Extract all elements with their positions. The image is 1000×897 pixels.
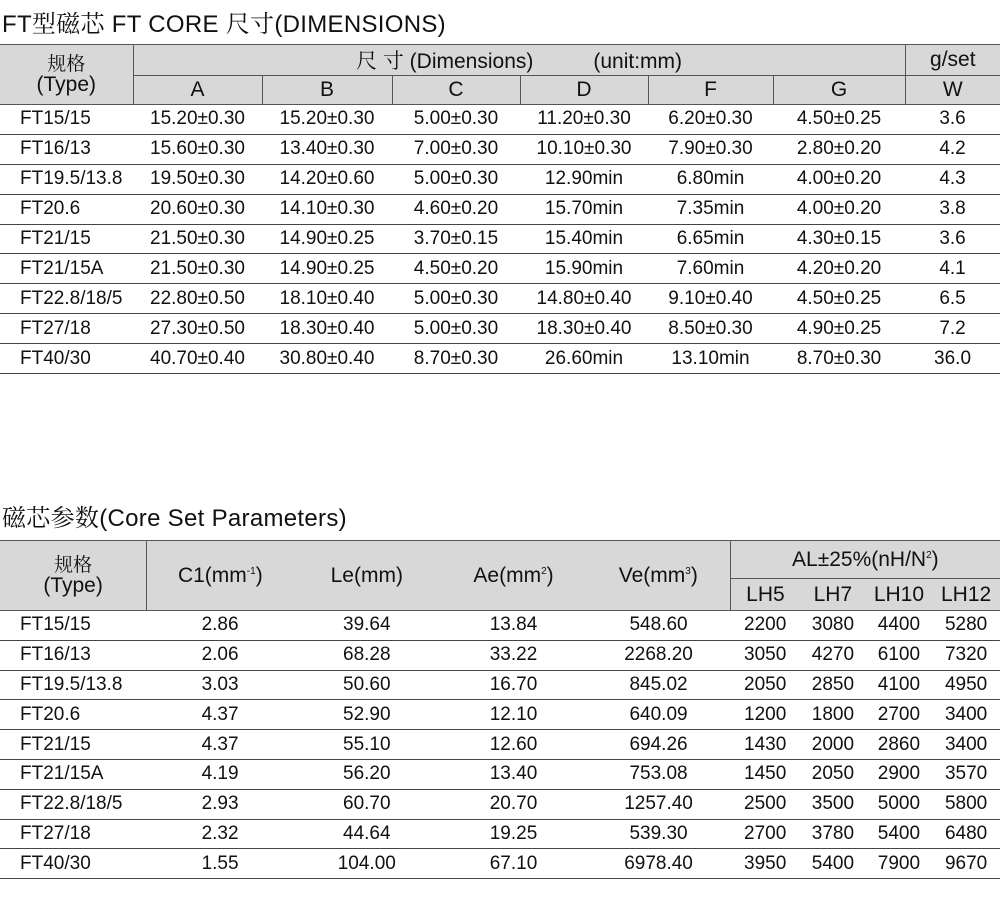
cell-ae: 33.22: [440, 640, 587, 670]
cell-a: 15.60±0.30: [133, 134, 262, 164]
cell-d: 11.20±0.30: [520, 105, 648, 135]
cell-d: 15.40min: [520, 224, 648, 254]
cell-f: 8.50±0.30: [648, 314, 773, 344]
cell-a: 19.50±0.30: [133, 164, 262, 194]
cell-type: FT21/15: [0, 730, 147, 760]
parameters-row: [0, 670, 1000, 700]
cell-lh10: 4100: [866, 670, 933, 700]
cell-type: FT22.8/18/5: [0, 284, 133, 314]
cell-lh12: 9670: [932, 849, 1000, 879]
cell-g: 4.30±0.15: [773, 224, 905, 254]
cell-lh12: 5800: [932, 789, 1000, 819]
cell-c: 4.50±0.20: [392, 254, 520, 284]
cell-lh7: 2850: [800, 670, 865, 700]
cell-b: 14.90±0.25: [262, 254, 392, 284]
cell-lh7: 3080: [800, 611, 865, 641]
cell-lh10: 4400: [866, 611, 933, 641]
dimensions-row: [0, 194, 1000, 224]
cell-f: 9.10±0.40: [648, 284, 773, 314]
dimensions-row: [0, 134, 1000, 164]
cell-w: 4.3: [905, 164, 1000, 194]
lh7-header: LH7: [800, 579, 865, 611]
cell-ve: 753.08: [587, 759, 730, 789]
cell-a: 22.80±0.50: [133, 284, 262, 314]
cell-c1: 3.03: [147, 670, 294, 700]
c1-header: $C1(mm^{-1})$: [147, 541, 294, 611]
cell-lh5: 2050: [730, 670, 800, 700]
type-header: 规格 (Type): [0, 541, 147, 611]
cell-le: 39.64: [293, 611, 440, 641]
cell-c1: 2.06: [147, 640, 294, 670]
cell-ve: 640.09: [587, 700, 730, 730]
cell-lh10: 5400: [866, 819, 933, 849]
cell-c1: 4.37: [147, 700, 294, 730]
cell-lh12: 3570: [932, 759, 1000, 789]
cell-ve: 2268.20: [587, 640, 730, 670]
cell-le: 52.90: [293, 700, 440, 730]
ae-header: $Ae(mm^2)$: [440, 541, 587, 611]
cell-ve: 539.30: [587, 819, 730, 849]
cell-ae: 12.10: [440, 700, 587, 730]
cell-ae: 13.84: [440, 611, 587, 641]
cell-type: FT15/15: [0, 611, 147, 641]
parameters-row: [0, 789, 1000, 819]
cell-a: 15.20±0.30: [133, 105, 262, 135]
col-c-header: C: [392, 76, 520, 105]
cell-lh12: 6480: [932, 819, 1000, 849]
cell-lh7: 3500: [800, 789, 865, 819]
col-w-header: W: [905, 76, 1000, 105]
cell-w: 3.8: [905, 194, 1000, 224]
cell-f: 6.65min: [648, 224, 773, 254]
cell-type: FT21/15A: [0, 254, 133, 284]
col-d-header: D: [520, 76, 648, 105]
dimensions-row: [0, 224, 1000, 254]
cell-w: 4.2: [905, 134, 1000, 164]
cell-c: 5.00±0.30: [392, 105, 520, 135]
cell-b: 14.90±0.25: [262, 224, 392, 254]
parameters-row: [0, 640, 1000, 670]
dimensions-row: [0, 344, 1000, 374]
cell-lh7: 2000: [800, 730, 865, 760]
cell-c1: 1.55: [147, 849, 294, 879]
cell-lh10: 6100: [866, 640, 933, 670]
lh10-header: LH10: [866, 579, 933, 611]
ve-header: $Ve(mm^3)$: [587, 541, 730, 611]
cell-b: 18.10±0.40: [262, 284, 392, 314]
cell-w: 3.6: [905, 224, 1000, 254]
cell-ae: 16.70: [440, 670, 587, 700]
parameters-row: [0, 700, 1000, 730]
cell-w: 7.2: [905, 314, 1000, 344]
cell-g: 2.80±0.20: [773, 134, 905, 164]
dimensions-row: [0, 105, 1000, 135]
cell-le: 55.10: [293, 730, 440, 760]
cell-type: FT16/13: [0, 134, 133, 164]
cell-type: FT20.6: [0, 700, 147, 730]
parameters-row: [0, 819, 1000, 849]
cell-lh7: 5400: [800, 849, 865, 879]
cell-le: 56.20: [293, 759, 440, 789]
cell-ae: 13.40: [440, 759, 587, 789]
cell-w: 3.6: [905, 105, 1000, 135]
cell-lh5: 2500: [730, 789, 800, 819]
cell-ae: 20.70: [440, 789, 587, 819]
cell-ve: 6978.40: [587, 849, 730, 879]
cell-f: 13.10min: [648, 344, 773, 374]
parameters-header: [0, 541, 1000, 611]
cell-type: FT27/18: [0, 819, 147, 849]
cell-g: 4.00±0.20: [773, 194, 905, 224]
cell-g: 4.00±0.20: [773, 164, 905, 194]
cell-f: 7.35min: [648, 194, 773, 224]
cell-lh12: 5280: [932, 611, 1000, 641]
cell-f: 7.90±0.30: [648, 134, 773, 164]
dimensions-header: [0, 45, 1000, 105]
dimensions-group-header: 尺 寸 (Dimensions) (unit:mm): [133, 45, 905, 76]
cell-ve: 845.02: [587, 670, 730, 700]
cell-lh12: 3400: [932, 730, 1000, 760]
cell-f: 6.20±0.30: [648, 105, 773, 135]
cell-a: 27.30±0.50: [133, 314, 262, 344]
cell-lh7: 4270: [800, 640, 865, 670]
cell-c: 7.00±0.30: [392, 134, 520, 164]
lh5-header: LH5: [730, 579, 800, 611]
cell-le: 50.60: [293, 670, 440, 700]
dimensions-row: [0, 284, 1000, 314]
cell-lh12: 7320: [932, 640, 1000, 670]
cell-d: 18.30±0.40: [520, 314, 648, 344]
cell-type: FT40/30: [0, 849, 147, 879]
cell-lh5: 3050: [730, 640, 800, 670]
cell-d: 26.60min: [520, 344, 648, 374]
cell-d: 12.90min: [520, 164, 648, 194]
cell-b: 14.20±0.60: [262, 164, 392, 194]
cell-lh10: 2860: [866, 730, 933, 760]
cell-g: 4.50±0.25: [773, 105, 905, 135]
dimensions-row: [0, 314, 1000, 344]
cell-ae: 12.60: [440, 730, 587, 760]
cell-c: 5.00±0.30: [392, 284, 520, 314]
cell-type: FT20.6: [0, 194, 133, 224]
cell-c: 5.00±0.30: [392, 314, 520, 344]
cell-ve: 548.60: [587, 611, 730, 641]
cell-c1: 4.37: [147, 730, 294, 760]
col-b-header: B: [262, 76, 392, 105]
parameters-row: [0, 611, 1000, 641]
cell-b: 13.40±0.30: [262, 134, 392, 164]
cell-c1: 2.93: [147, 789, 294, 819]
cell-lh5: 3950: [730, 849, 800, 879]
cell-lh5: 1430: [730, 730, 800, 760]
cell-w: 6.5: [905, 284, 1000, 314]
cell-f: 7.60min: [648, 254, 773, 284]
cell-lh10: 5000: [866, 789, 933, 819]
cell-g: 4.50±0.25: [773, 284, 905, 314]
lh12-header: LH12: [932, 579, 1000, 611]
cell-d: 15.90min: [520, 254, 648, 284]
cell-le: 104.00: [293, 849, 440, 879]
dimensions-table: [0, 44, 1000, 374]
cell-type: FT15/15: [0, 105, 133, 135]
col-f-header: F: [648, 76, 773, 105]
cell-type: FT21/15A: [0, 759, 147, 789]
cell-lh5: 2700: [730, 819, 800, 849]
cell-c1: 4.19: [147, 759, 294, 789]
parameters-row: [0, 730, 1000, 760]
cell-lh7: 3780: [800, 819, 865, 849]
cell-type: FT27/18: [0, 314, 133, 344]
al-group-header: $AL\pm 25\%(nH/N^2)$: [730, 541, 1000, 579]
cell-type: FT19.5/13.8: [0, 164, 133, 194]
cell-type: FT21/15: [0, 224, 133, 254]
cell-ae: 19.25: [440, 819, 587, 849]
cell-a: 40.70±0.40: [133, 344, 262, 374]
cell-d: 10.10±0.30: [520, 134, 648, 164]
cell-le: 44.64: [293, 819, 440, 849]
cell-lh12: 3400: [932, 700, 1000, 730]
cell-lh10: 7900: [866, 849, 933, 879]
cell-ve: 694.26: [587, 730, 730, 760]
cell-f: 6.80min: [648, 164, 773, 194]
cell-b: 14.10±0.30: [262, 194, 392, 224]
cell-ae: 67.10: [440, 849, 587, 879]
cell-g: 4.20±0.20: [773, 254, 905, 284]
cell-c: 3.70±0.15: [392, 224, 520, 254]
cell-g: 8.70±0.30: [773, 344, 905, 374]
cell-b: 18.30±0.40: [262, 314, 392, 344]
col-a-header: A: [133, 76, 262, 105]
cell-type: FT16/13: [0, 640, 147, 670]
cell-type: FT40/30: [0, 344, 133, 374]
cell-c1: 2.32: [147, 819, 294, 849]
parameters-row: [0, 849, 1000, 879]
col-g-header: G: [773, 76, 905, 105]
dimensions-row: [0, 164, 1000, 194]
weight-unit-header: g/set: [905, 45, 1000, 76]
cell-b: 30.80±0.40: [262, 344, 392, 374]
cell-lh10: 2900: [866, 759, 933, 789]
cell-a: 20.60±0.30: [133, 194, 262, 224]
le-header: Le(mm): [293, 541, 440, 611]
cell-lh7: 2050: [800, 759, 865, 789]
dimensions-row: [0, 254, 1000, 284]
cell-le: 60.70: [293, 789, 440, 819]
cell-g: 4.90±0.25: [773, 314, 905, 344]
cell-a: 21.50±0.30: [133, 254, 262, 284]
cell-lh10: 2700: [866, 700, 933, 730]
cell-le: 68.28: [293, 640, 440, 670]
parameters-title: 磁芯参数(Core Set Parameters): [2, 505, 347, 532]
cell-d: 14.80±0.40: [520, 284, 648, 314]
parameters-table: [0, 540, 1000, 879]
cell-c: 8.70±0.30: [392, 344, 520, 374]
cell-c: 4.60±0.20: [392, 194, 520, 224]
cell-c: 5.00±0.30: [392, 164, 520, 194]
cell-lh5: 1450: [730, 759, 800, 789]
type-header: 规格 (Type): [0, 45, 133, 105]
cell-ve: 1257.40: [587, 789, 730, 819]
cell-b: 15.20±0.30: [262, 105, 392, 135]
cell-lh7: 1800: [800, 700, 865, 730]
cell-lh12: 4950: [932, 670, 1000, 700]
cell-c1: 2.86: [147, 611, 294, 641]
cell-a: 21.50±0.30: [133, 224, 262, 254]
cell-d: 15.70min: [520, 194, 648, 224]
dimensions-title: FT型磁芯 FT CORE 尺寸(DIMENSIONS): [2, 11, 446, 38]
cell-type: FT22.8/18/5: [0, 789, 147, 819]
cell-lh5: 1200: [730, 700, 800, 730]
cell-lh5: 2200: [730, 611, 800, 641]
cell-w: 4.1: [905, 254, 1000, 284]
cell-w: 36.0: [905, 344, 1000, 374]
parameters-row: [0, 759, 1000, 789]
cell-type: FT19.5/13.8: [0, 670, 147, 700]
